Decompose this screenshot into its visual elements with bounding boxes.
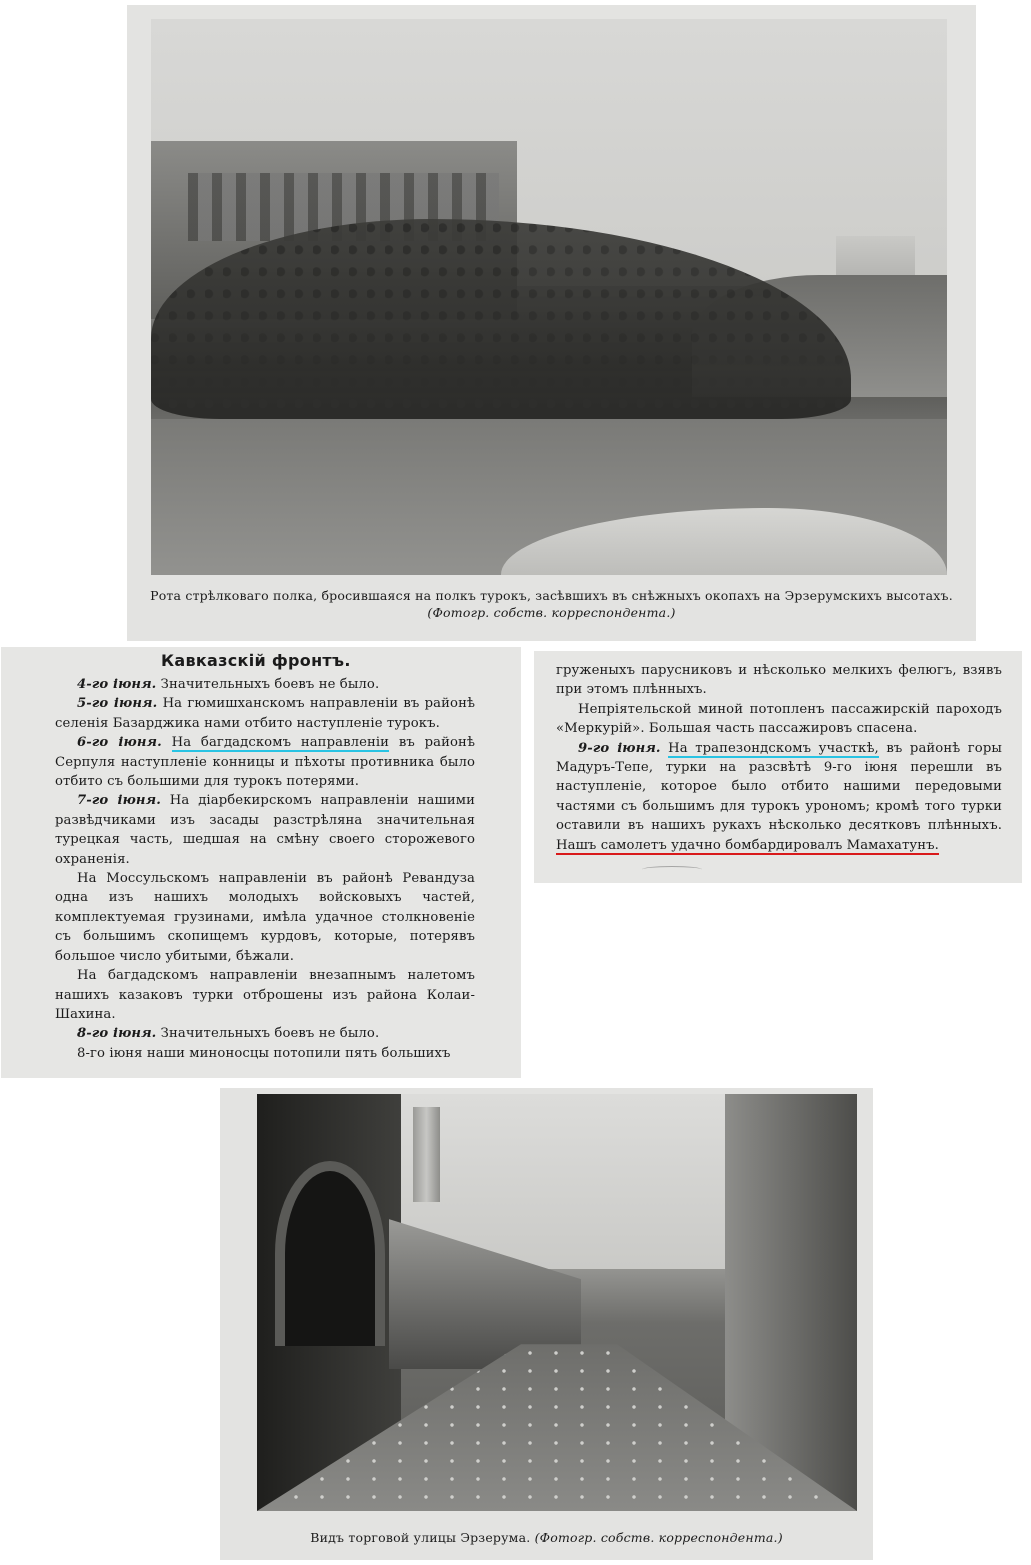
entry-text: 8-го іюня наши миноносцы потопили пять большихъ [77, 1045, 451, 1061]
cyan-underlined-text: На багдадскомъ направленіи [171, 735, 390, 751]
photo-arch [275, 1161, 385, 1346]
soldiers-company-photo [151, 19, 947, 575]
entry-9-june [556, 739, 1002, 855]
entry-date: 5-го іюня. [77, 696, 158, 712]
photo-minaret [413, 1107, 440, 1203]
entry-5-june [55, 694, 475, 733]
entry-date: 6-го іюня. [77, 735, 162, 751]
decorative-squiggle [642, 866, 702, 873]
entry-text: въ районѣ горы Мадуръ-Тепе, турки на разсвѣтѣ 9-го іюня перешли въ наступленіе, которое было отбито нашими передовыми частями съ большимъ для турокъ урономъ; кромѣ того турки оставили въ нашихъ рукахъ нѣсколько десятковъ плѣнныхъ. [556, 740, 1002, 834]
caption-main: Рота стрѣлковаго полка, бросившаяся на полкъ турокъ, засѣвшихъ въ снѣжныхъ окопахъ на Эрзерумскихъ высотахъ. [150, 588, 953, 603]
entry-4-june [55, 675, 475, 694]
entry-text: На діарбекирскомъ направленіи нашими развѣдчиками изъ засады разстрѣляна значительная турецкая часть, шедшая на смѣну своего сторожевого охраненія. [55, 793, 475, 867]
top-photo-clipping [127, 5, 976, 641]
right-text-clipping [534, 651, 1022, 883]
bottom-photo-caption [220, 1530, 873, 1545]
cyan-underlined-text: На трапезондскомъ участкѣ, [668, 740, 879, 756]
caption-credit: (Фотогр. собств. корреспондента.) [427, 605, 676, 620]
entry-text: Значительныхъ боевъ не было. [160, 1026, 380, 1042]
right-text-column [556, 661, 1002, 855]
entry-date: 8-го іюня. [77, 1026, 157, 1042]
entry-date: 9-го іюня. [578, 740, 661, 756]
entry-date: 7-го іюня. [77, 793, 161, 809]
entry-text: На багдадскомъ направленіи внезапнымъ налетомъ нашихъ казаковъ турки отброшены изъ района Колаи-Шахина. [55, 968, 475, 1022]
entry-destroyers [55, 1044, 475, 1063]
red-underlined-text: Нашъ самолетъ удачно бомбардировалъ Мамахатунъ. [556, 837, 939, 853]
left-text-column [55, 675, 475, 1063]
paragraph-merkury: Непріятельской миной потопленъ пассажирскій пароходъ «Меркурій». Большая часть пассажировъ спасена. [556, 701, 1002, 737]
entry-7-june [55, 791, 475, 869]
entry-text: въ районѣ Серпуля наступленіе конницы и пѣхоты противника было отбито съ большими для турокъ потерями. [55, 735, 475, 790]
bottom-photo-clipping [220, 1088, 873, 1560]
entry-6-june [55, 733, 475, 791]
top-photo-caption [127, 587, 976, 621]
entry-baghdad [55, 966, 475, 1024]
caption-main: Видъ торговой улицы Эрзерума. [310, 1530, 531, 1545]
section-heading: Кавказскій фронтъ. [161, 651, 351, 670]
left-text-clipping [1, 647, 521, 1078]
caption-credit: (Фотогр. собств. корреспондента.) [534, 1530, 783, 1545]
entry-mossul [55, 869, 475, 966]
entry-date: 4-го іюня. [77, 677, 157, 692]
entry-8-june [55, 1024, 475, 1043]
entry-text: На Моссульскомъ направленіи въ районѣ Ревандуза одна изъ нашихъ молодыхъ войсковыхъ частей, комплектуемая грузинами, имѣла удачное столкновеніе съ большимъ скопищемъ курдовъ, которые, потерявъ большое число убитыми, бѣжали. [55, 871, 475, 964]
entry-text: Значительныхъ боевъ не было. [160, 677, 380, 692]
paragraph-sailboats: груженыхъ парусниковъ и нѣсколько мелкихъ фелюгъ, взявъ при этомъ плѣнныхъ. [556, 663, 1002, 698]
erzurum-street-photo [257, 1094, 857, 1511]
entry-text: На гюмишханскомъ направленіи въ районѣ селенія Базарджика нами отбито наступленіе турокъ. [55, 696, 476, 731]
